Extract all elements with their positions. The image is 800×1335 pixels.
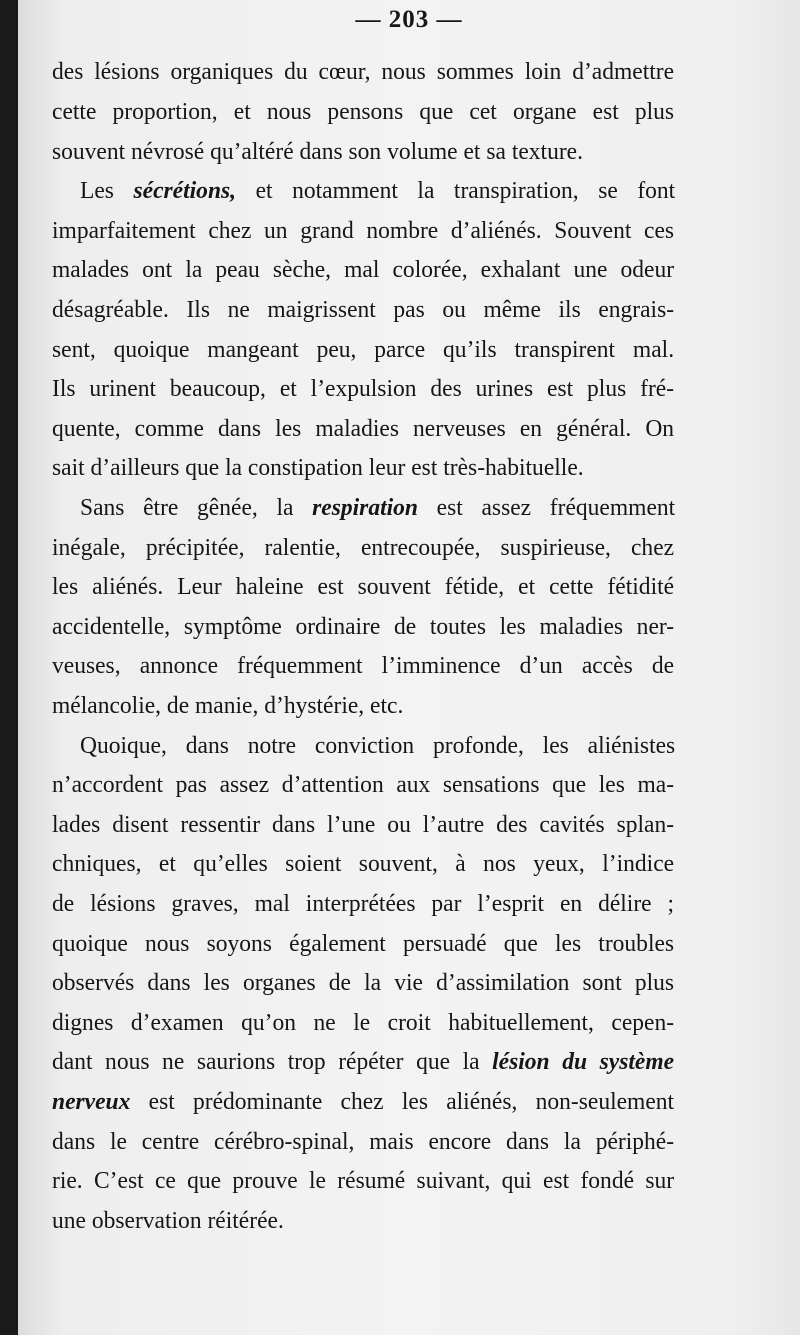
text-run: est prédominante chez les aliénés, non-seulement	[130, 1088, 675, 1115]
text-line: accidentelle, symptôme ordinaire de toutes les maladies ner-	[52, 613, 675, 640]
text-line: malades ont la peau sèche, mal colorée, exhalant une odeur	[52, 256, 675, 283]
text-line: sait d’ailleurs que la constipation leur est très-habituelle.	[52, 454, 584, 481]
text-line: rie. C’est ce que prouve le résumé suivant, qui est fondé sur	[52, 1167, 675, 1194]
text-line: n’accordent pas assez d’attention aux sensations que les ma-	[52, 771, 675, 798]
italic-term: sécrétions,	[133, 177, 237, 204]
text-line: dignes d’examen qu’on ne le croit habituellement, cepen-	[52, 1009, 675, 1036]
text-run: Les	[80, 177, 134, 204]
text-line: quente, comme dans les maladies nerveuses en général. On	[52, 415, 675, 442]
text-line: imparfaitement chez un grand nombre d’aliénés. Souvent ces	[52, 217, 675, 244]
text-run: dant nous ne saurions trop répéter que la	[52, 1048, 493, 1075]
text-line: souvent névrosé qu’altéré dans son volume et sa texture.	[52, 138, 584, 165]
text-run: est assez fréquemment	[417, 494, 676, 521]
text-line: les aliénés. Leur haleine est souvent fétide, et cette fétidité	[52, 573, 675, 600]
text-line: lades disent ressentir dans l’une ou l’autre des cavités splan-	[52, 811, 675, 838]
text-run: Sans être gênée, la	[80, 494, 313, 521]
text-line	[52, 1090, 674, 1115]
text-line: chniques, et qu’elles soient souvent, à nos yeux, l’indice	[52, 850, 675, 877]
text-line: sent, quoique mangeant peu, parce qu’ils transpirent mal.	[52, 336, 675, 363]
text-line	[80, 496, 675, 521]
text-line: dans le centre cérébro-spinal, mais encore dans la périphé-	[52, 1128, 675, 1155]
text-line	[80, 179, 675, 204]
italic-term: lésion du système	[492, 1048, 675, 1075]
text-line: mélancolie, de manie, d’hystérie, etc.	[52, 692, 404, 719]
text-line: Quoique, dans notre conviction profonde, les aliénistes	[80, 732, 676, 759]
text-line: cette proportion, et nous pensons que cet organe est plus	[52, 98, 675, 125]
text-line: désagréable. Ils ne maigrissent pas ou même ils engrais-	[52, 296, 675, 323]
text-line: de lésions graves, mal interprétées par l’esprit en délire ;	[52, 890, 675, 917]
text-line: inégale, précipitée, ralentie, entrecoupée, suspirieuse, chez	[52, 534, 675, 561]
text-line	[52, 1050, 674, 1075]
text-run: et notamment la transpiration, se font	[236, 177, 676, 204]
text-line: Ils urinent beaucoup, et l’expulsion des urines est plus fré-	[52, 375, 675, 402]
italic-term: respiration	[312, 494, 418, 521]
italic-term: nerveux	[52, 1088, 131, 1115]
text-line: des lésions organiques du cœur, nous sommes loin d’admettre	[52, 58, 675, 85]
text-line: veuses, annonce fréquemment l’imminence d’un accès de	[52, 652, 675, 679]
text-line: observés dans les organes de la vie d’assimilation sont plus	[52, 969, 675, 996]
page-number: — 203 —	[355, 6, 463, 33]
text-line: une observation réitérée.	[52, 1207, 284, 1234]
text-line: quoique nous soyons également persuadé que les troubles	[52, 930, 675, 957]
book-page	[18, 0, 800, 1335]
